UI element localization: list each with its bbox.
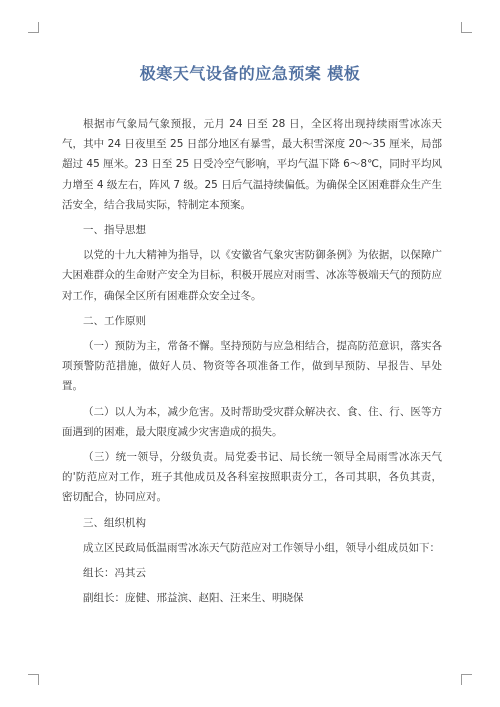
crop-mark-bottom-right <box>461 674 472 685</box>
organization-paragraph: 成立区民政局低温雨雪冰冻天气防范应对工作领导小组，领导小组成员如下： <box>83 541 440 554</box>
guiding-ideology-paragraph: 以党的十九大精神为指导，以《安徽省气象灾害防御条例》为依据，以保障广大困难群众的生命财产安全为目标，积极开展应对雨雪、冰冻等极端天气的预防应对工作，确保全区所有困难群众安全过冬。 <box>62 249 442 302</box>
section-heading-organization: 三、组织机构 <box>83 516 146 529</box>
section-heading-guiding-ideology: 一、指导思想 <box>83 224 146 237</box>
document-body <box>62 114 442 613</box>
intro-paragraph: 根据市气象局气象预报，元月 24 日至 28 日，全区将出现持续雨雪冰冻天气，其中 24 日夜里至 25 日部分地区有暴雪，最大积雪深度 20～35 厘米，局部超过 45 厘米。23 日至 25 日受冷空气影响，平均气温下降 6～8℃，同时平均风力增至 4 级左右，阵风 7 级。25 日后气温持续偏低。为确保全区困难群众生产生活安全，结合我局实际，特制定本预案。 <box>62 118 442 211</box>
crop-mark-top-left <box>28 22 39 33</box>
deputy-leaders-line: 副组长：庞健、邢益滨、赵阳、汪来生、明晓保 <box>83 592 304 605</box>
principle-1-paragraph: （一）预防为主，常备不懈。坚持预防与应急相结合，提高防范意识，落实各项预警防范措施，做好人员、物资等各项准备工作，做到早预防、早报告、早处置。 <box>62 340 442 393</box>
section-heading-work-principles: 二、工作原则 <box>83 314 146 327</box>
crop-mark-bottom-left <box>28 674 39 685</box>
principle-3-paragraph: （三）统一领导，分级负责。局党委书记、局长统一领导全局雨雪冰冻天气的'防范应对工作，班子其他成员及各科室按照职责分工，各司其职，各负其责，密切配合，协同应对。 <box>62 451 442 504</box>
document-title: 极寒天气设备的应急预案 模板 <box>139 64 361 83</box>
crop-mark-top-right <box>461 22 472 33</box>
principle-2-paragraph: （二）以人为本，减少危害。及时帮助受灾群众解决衣、食、住、行、医等方面遇到的困难，最大限度减少灾害造成的损失。 <box>62 405 442 438</box>
group-leader-line: 组长：冯其云 <box>83 567 146 580</box>
